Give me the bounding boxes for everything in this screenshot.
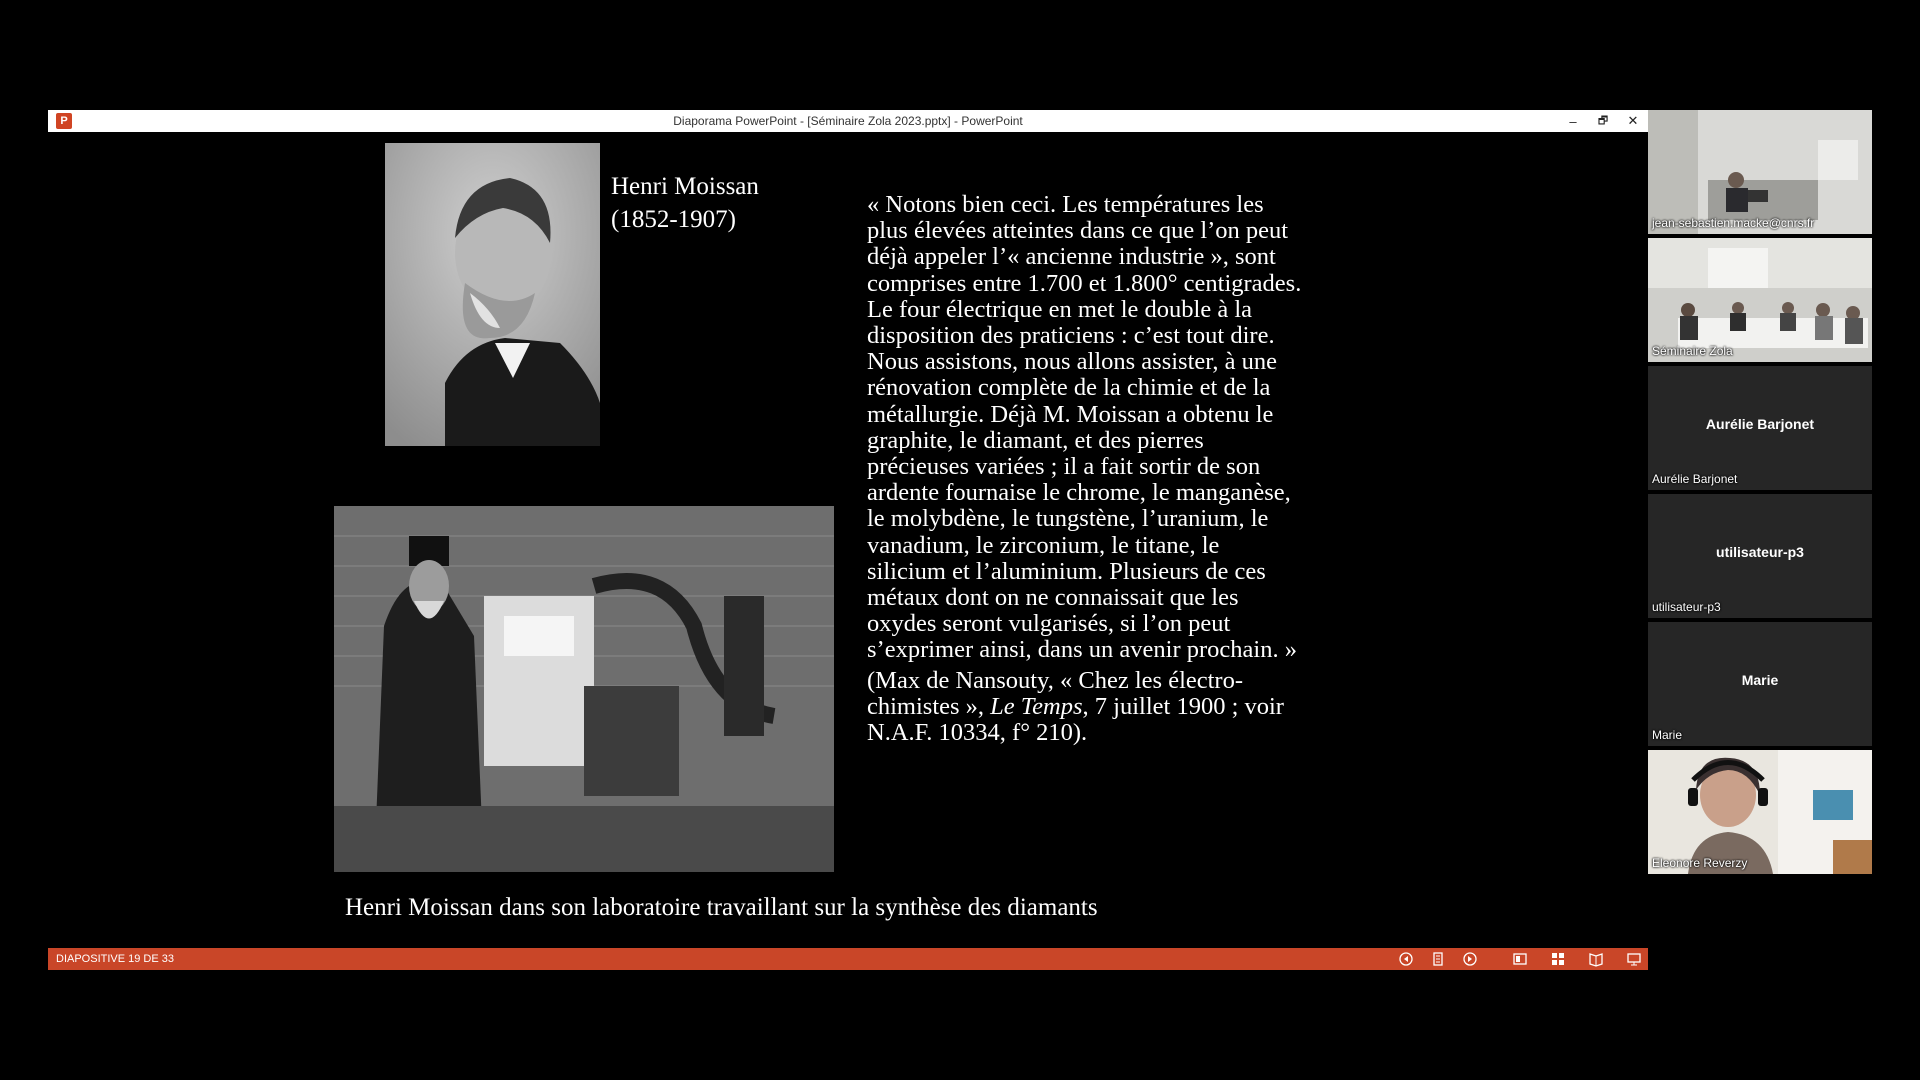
portrait-caption-name: Henri Moissan <box>611 173 759 200</box>
slide-sorter-icon[interactable] <box>1550 951 1566 967</box>
quote-line: comprises entre 1.700 et 1.800° centigrades. <box>867 269 1302 297</box>
quote-line: plus élevées atteintes dans ce que l’on peut <box>867 217 1289 245</box>
quote-line: le molybdène, le tungstène, l’uranium, le <box>867 505 1269 533</box>
citation-journal: Le Temps <box>990 693 1083 721</box>
quote-line: Le four électrique en met le double à la <box>867 295 1253 323</box>
menu-icon[interactable] <box>1430 951 1446 967</box>
henri-moissan-portrait-image <box>385 143 600 446</box>
participant-name: Séminaire Zola <box>1652 344 1733 358</box>
quote-line: s’exprimer ainsi, dans un avenir prochain. » <box>867 636 1297 664</box>
participant-tile[interactable] <box>1648 750 1872 874</box>
citation-text <box>867 668 1377 747</box>
restore-button[interactable]: 🗗 <box>1597 114 1609 127</box>
portrait-caption <box>611 170 759 236</box>
participant-tile[interactable] <box>1648 622 1872 746</box>
participant-name: Aurélie Barjonet <box>1652 472 1738 486</box>
minimize-button[interactable]: – <box>1569 113 1577 129</box>
participant-tile[interactable] <box>1648 494 1872 618</box>
quote-line: métaux dont on ne connaissait que les <box>867 584 1239 612</box>
participant-tile[interactable] <box>1648 366 1872 490</box>
citation-line-3: N.A.F. 10334, f° 210). <box>867 719 1088 747</box>
participant-name: jean-sebastien.macke@cnrs.fr <box>1652 216 1815 230</box>
quote-line: précieuses variées ; il a fait sortir de son <box>867 453 1261 481</box>
quote-text <box>867 192 1377 664</box>
powerpoint-slideshow-window <box>48 110 1648 970</box>
quote-line: rénovation complète de la chimie et de la <box>867 374 1271 402</box>
quote-line: ardente fournaise le chrome, le manganèse, <box>867 479 1291 507</box>
citation-line-1: (Max de Nansouty, « Chez les électro- <box>867 667 1243 694</box>
quote-line: déjà appeler l’« ancienne industrie », sont <box>867 243 1276 271</box>
slide-counter: DIAPOSITIVE 19 DE 33 <box>56 953 174 965</box>
participant-tile[interactable] <box>1648 110 1872 234</box>
powerpoint-app-icon[interactable]: P <box>56 113 72 129</box>
lab-photo-caption: Henri Moissan dans son laboratoire travaillant sur la synthèse des diamants <box>345 894 1098 921</box>
participant-name: Eleonore Reverzy <box>1652 856 1748 870</box>
citation-line-2 <box>867 694 1377 720</box>
slide-canvas[interactable] <box>48 132 1648 948</box>
close-button[interactable]: ✕ <box>1627 113 1639 128</box>
normal-view-icon[interactable] <box>1512 951 1528 967</box>
quote-line: Nous assistons, nous allons assister, à une <box>867 348 1278 376</box>
citation-text-fragment: , 7 juillet 1900 ; voir <box>1082 693 1284 721</box>
quote-line: oxydes seront vulgarisés, si l’on peut <box>867 610 1231 638</box>
participant-name: Marie <box>1652 728 1683 742</box>
participant-center-name: Aurélie Barjonet <box>1705 416 1815 432</box>
participant-center-name: utilisateur-p3 <box>1716 544 1804 560</box>
slideshow-view-icon[interactable] <box>1626 951 1642 967</box>
participant-tile[interactable] <box>1648 238 1872 362</box>
reading-view-icon[interactable] <box>1588 951 1604 967</box>
window-title: Diaporama PowerPoint - [Séminaire Zola 2023.pptx] - PowerPoint <box>673 114 1023 128</box>
quote-line: silicium et l’aluminium. Plusieurs de ces <box>867 557 1266 585</box>
moissan-laboratory-photo <box>334 506 834 872</box>
quote-line: graphite, le diamant, et des pierres <box>867 426 1204 454</box>
citation-text-fragment: chimistes », <box>867 693 991 721</box>
participants-panel <box>1648 110 1872 878</box>
quote-line: « Notons bien ceci. Les températures les <box>867 191 1264 218</box>
participant-center-name: Marie <box>1741 672 1779 688</box>
portrait-caption-dates: (1852-1907) <box>611 206 736 233</box>
previous-slide-icon[interactable] <box>1398 951 1414 967</box>
quote-line: vanadium, le zirconium, le titane, le <box>867 531 1220 559</box>
participant-name: utilisateur-p3 <box>1652 600 1721 614</box>
quote-line: disposition des praticiens : c’est tout dire. <box>867 322 1275 350</box>
slideshow-statusbar <box>48 948 1648 970</box>
next-slide-icon[interactable] <box>1462 951 1478 967</box>
window-titlebar <box>48 110 1648 132</box>
quote-line: métallurgie. Déjà M. Moissan a obtenu le <box>867 400 1274 428</box>
